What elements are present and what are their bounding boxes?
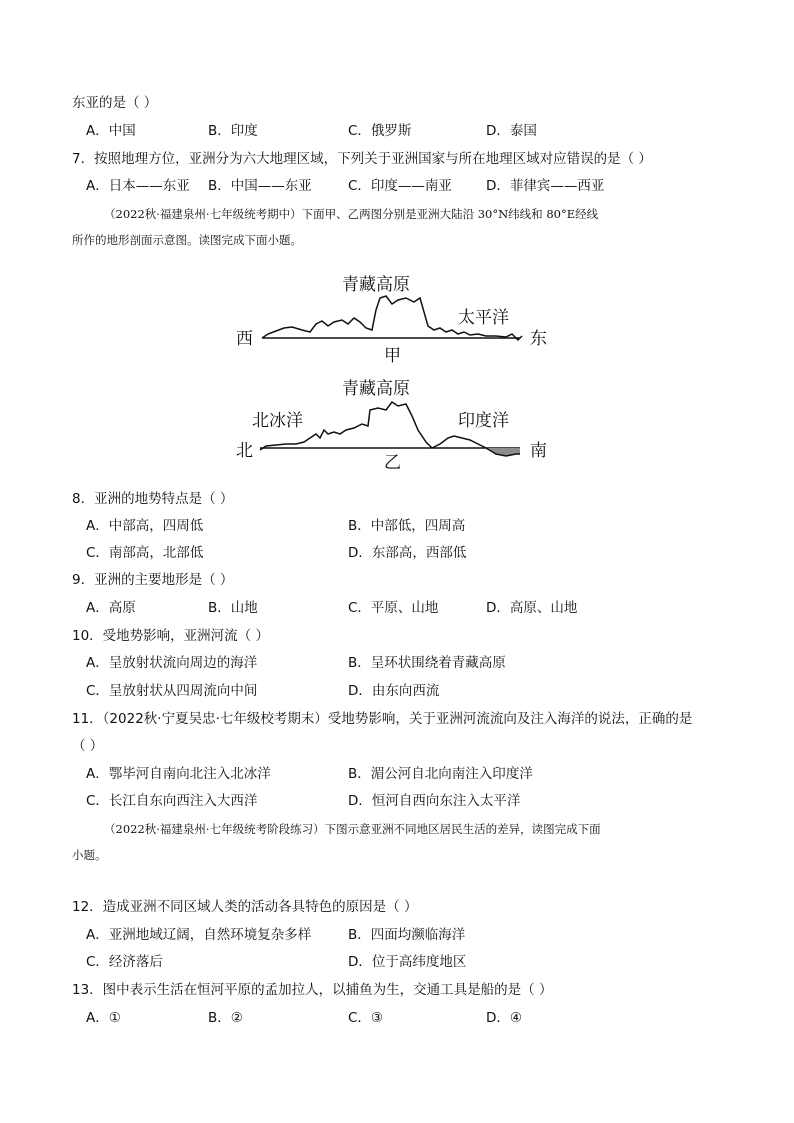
q9-option-d[interactable]: D．高原、山地 [486,600,578,616]
q13-stem: 13．图中表示生活在恒河平原的孟加拉人，以捕鱼为生，交通工具是船的是（ ） [72,982,553,998]
intro2-line2: 小题。 [72,848,107,862]
q7-option-c[interactable]: C．印度——南亚 [348,178,452,194]
q8-option-a[interactable]: A．中部高，四周低 [86,518,204,534]
q10-option-b[interactable]: B．呈环状围绕着青藏高原 [348,655,506,671]
q6-option-b[interactable]: B．印度 [208,123,258,139]
yi-caption: 乙 [384,453,401,472]
q11-stem: 11．（2022秋·宁夏吴忠·七年级校考期末）受地势影响，关于亚洲河流流向及注入海洋的说法，正确的是 [72,711,693,727]
q11-option-a[interactable]: A．鄂毕河自南向北注入北冰洋 [86,766,271,782]
q12-option-c[interactable]: C．经济落后 [86,954,163,970]
q9-option-a[interactable]: A．高原 [86,600,136,616]
q12-option-d[interactable]: D．位于高纬度地区 [348,954,467,970]
q6-option-a[interactable]: A．中国 [86,123,136,139]
intro2-line1: （2022秋·福建泉州·七年级统考阶段练习）下图示意亚洲不同地区居民生活的差异，读图完成下面 [104,822,601,836]
jia-ocean-label: 太平洋 [458,308,509,328]
q6-option-c[interactable]: C．俄罗斯 [348,123,412,139]
q7-option-b[interactable]: B．中国——东亚 [208,178,312,194]
q13-option-b[interactable]: B．② [208,1010,243,1026]
q12-option-a[interactable]: A．亚洲地域辽阔，自然环境复杂多样 [86,927,312,943]
profile-figure-jia [230,268,560,368]
intro1-line2: 所作的地形剖面示意图。读图完成下面小题。 [72,233,302,247]
jia-east-label: 东 [530,329,547,349]
yi-south-label: 南 [530,441,547,461]
q8-option-c[interactable]: C．南部高，北部低 [86,545,204,561]
q8-stem: 8．亚洲的地势特点是（ ） [72,491,234,507]
yi-ocean-left-label: 北冰洋 [252,411,303,431]
yi-title: 青藏高原 [342,379,410,399]
q9-option-b[interactable]: B．山地 [208,600,258,616]
q11-option-c[interactable]: C．长江自东向西注入大西洋 [86,793,258,809]
intro1-line1: （2022秋·福建泉州·七年级统考期中）下面甲、乙两图分别是亚洲大陆沿 30°N纬线和 80°E经线 [104,207,599,221]
q13-option-d[interactable]: D．④ [486,1010,522,1026]
yi-north-label: 北 [236,441,253,461]
q10-option-d[interactable]: D．由东向西流 [348,683,440,699]
q11-option-d[interactable]: D．恒河自西向东注入太平洋 [348,793,521,809]
q12-option-b[interactable]: B．四面均濒临海洋 [348,927,466,943]
q7-option-a[interactable]: A．日本——东亚 [86,178,190,194]
q10-option-a[interactable]: A．呈放射状流向周边的海洋 [86,655,258,671]
yi-ocean-right-label: 印度洋 [458,411,509,431]
q8-option-b[interactable]: B．中部低，四周高 [348,518,466,534]
q7-option-d[interactable]: D．菲律宾——西亚 [486,178,605,194]
q11-option-b[interactable]: B．湄公河自北向南注入印度洋 [348,766,533,782]
jia-west-label: 西 [236,329,253,349]
q9-option-c[interactable]: C．平原、山地 [348,600,439,616]
q11-stem-bracket: （ ） [72,738,104,754]
q13-option-a[interactable]: A．① [86,1010,121,1026]
q10-stem: 10．受地势影响，亚洲河流（ ） [72,628,269,644]
q7-stem: 7．按照地理方位，亚洲分为六大地理区域，下列关于亚洲国家与所在地理区域对应错误的是（ ） [72,151,652,167]
profile-figure-yi [230,372,560,472]
jia-title: 青藏高原 [342,275,410,295]
q9-stem: 9．亚洲的主要地形是（ ） [72,572,234,588]
jia-caption: 甲 [384,346,401,366]
q6-option-d[interactable]: D．泰国 [486,123,537,139]
q10-option-c[interactable]: C．呈放射状从四周流向中间 [86,683,258,699]
q6-stem-tail: 东亚的是（ ） [72,95,158,111]
q13-option-c[interactable]: C．③ [348,1010,384,1026]
q8-option-d[interactable]: D．东部高，西部低 [348,545,467,561]
q12-stem: 12．造成亚洲不同区域人类的活动各具特色的原因是（ ） [72,899,418,915]
